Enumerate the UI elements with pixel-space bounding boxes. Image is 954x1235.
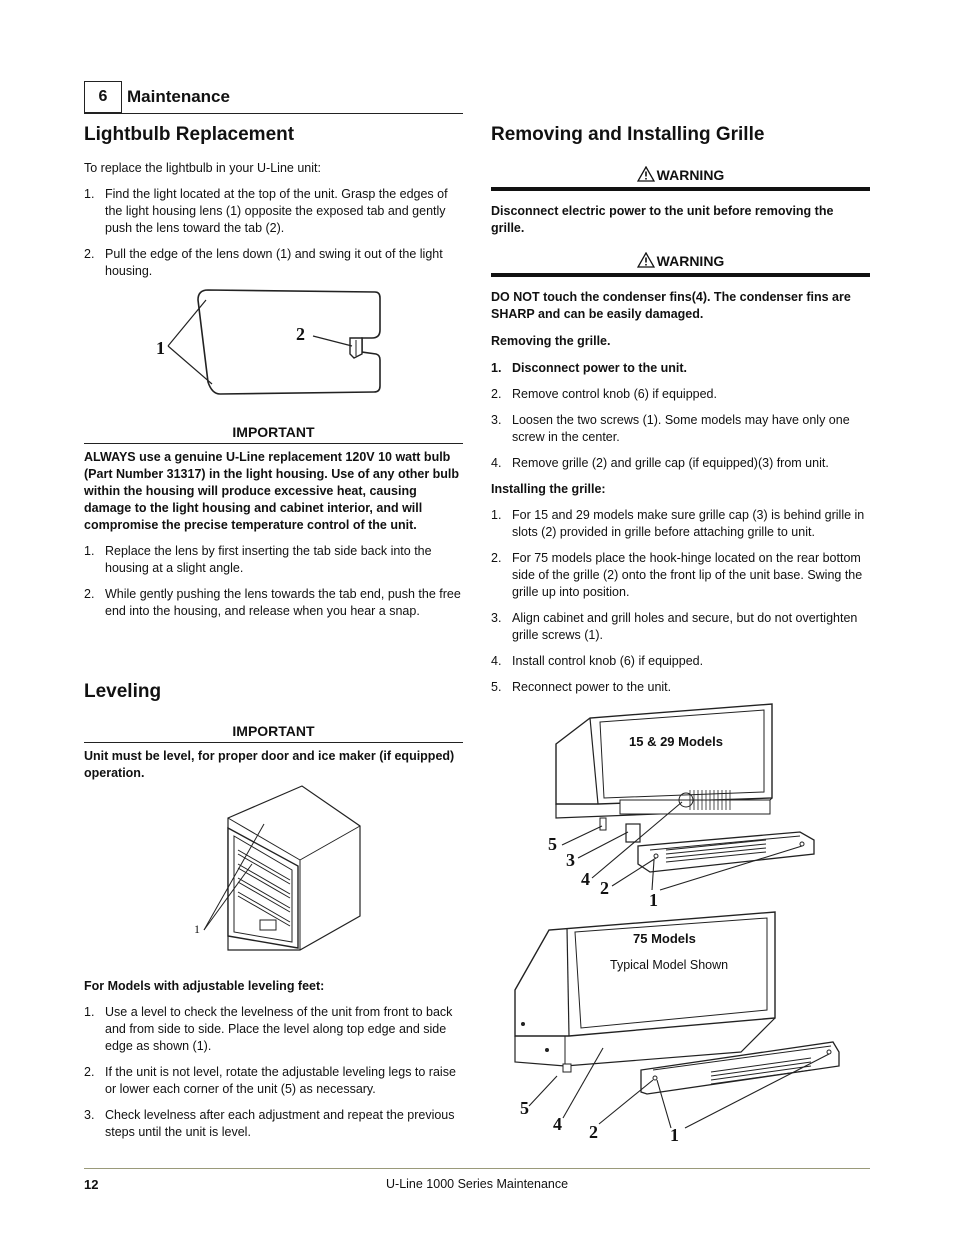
leveling-title: Leveling <box>84 681 162 702</box>
warning-icon <box>637 252 655 268</box>
fig1-label-3: 3 <box>566 850 575 870</box>
lens-label-2: 2 <box>296 324 305 344</box>
leveling-steps-section <box>84 978 463 1150</box>
lens-label-1: 1 <box>156 338 165 358</box>
fig2-label-4: 4 <box>553 1114 562 1134</box>
warning-text-2: DO NOT touch the condenser fins(4). The condenser fins are SHARP and can be easily damaged. <box>491 290 851 321</box>
leveling-important-heading: IMPORTANT <box>84 723 463 743</box>
footer-rule <box>84 1168 870 1169</box>
list-item: 4. Install control knob (6) if equipped. <box>491 654 704 668</box>
important-text: ALWAYS use a genuine U-Line replacement 120V 10 watt bulb (Part Number 31317) in the light housing. Use of any other bulb within the housing will produce excessive heat, causing damage to the light housing and cabinet interior, and will compromise the precise temperature control of the unit. <box>84 450 460 532</box>
list-item: 2. For 75 models place the hook-hinge located on the rear bottom side of the grille (2) onto the front lip of the unit base. Swing the grille up into position. <box>491 551 863 599</box>
leveling-important-text: Unit must be level, for proper door and ice maker (if equipped) operation. <box>84 749 455 780</box>
important-heading: IMPORTANT <box>84 424 463 444</box>
fig1-label-5: 5 <box>548 834 557 854</box>
fig1-label-4: 4 <box>581 869 590 889</box>
installing-heading: Installing the grille: <box>491 482 606 496</box>
lightbulb-title: Lightbulb Replacement <box>84 124 295 145</box>
right-column <box>491 124 870 705</box>
list-item: 2. While gently pushing the lens towards the tab end, push the free end into the housing, and release when you hear a snap. <box>84 587 461 618</box>
fig2-label-5: 5 <box>520 1098 529 1118</box>
chapter-number-box <box>84 81 122 113</box>
list-item: 1. Replace the lens by first inserting the tab side back into the housing at a slight angle. <box>84 544 432 575</box>
fig1-label-1: 1 <box>649 890 658 910</box>
grille-figure-15-29 <box>520 700 820 912</box>
lightbulb-steps <box>84 186 463 280</box>
list-item: 2. Pull the edge of the lens down (1) and swing it out of the light housing. <box>84 247 443 278</box>
page-number: 12 <box>84 1177 99 1192</box>
lightbulb-intro: To replace the lightbulb in your U-Line unit: <box>84 161 321 175</box>
installing-steps <box>491 507 870 696</box>
chapter-title: Maintenance <box>127 87 230 106</box>
leveling-steps <box>84 1004 463 1141</box>
fig1-label-2: 2 <box>600 878 609 898</box>
lens-reinstall-steps <box>84 543 463 620</box>
removing-heading: Removing the grille. <box>491 334 611 348</box>
grille-title: Removing and Installing Grille <box>491 124 765 145</box>
list-item: 3. Align cabinet and grill holes and secure, but do not overtighten grille screws (1). <box>491 611 858 642</box>
left-column <box>84 124 463 289</box>
list-item: 4. Remove grille (2) and grille cap (if equipped)(3) from unit. <box>491 456 829 470</box>
warning-heading-1: WARNING <box>491 166 870 191</box>
fig2-label-1: 1 <box>670 1125 679 1145</box>
chapter-header <box>84 81 463 114</box>
footer-title: U-Line 1000 Series Maintenance <box>386 1177 569 1191</box>
list-item: 1. Use a level to check the levelness of the unit from front to back and from side to side. Place the level along top edge and side edge as shown (1). <box>84 1005 453 1053</box>
cabinet-label-1: 1 <box>194 922 200 936</box>
leveling-section <box>84 681 463 782</box>
warning-heading-2: WARNING <box>491 252 870 277</box>
chapter-number: 6 <box>98 88 108 105</box>
list-item: 2. If the unit is not level, rotate the adjustable leveling legs to raise or lower each corner of the unit (5) as necessary. <box>84 1065 456 1096</box>
list-item: 3. Loosen the two screws (1). Some models may have only one screw in the center. <box>491 413 850 444</box>
leveling-subheading: For Models with adjustable leveling feet: <box>84 979 325 993</box>
removing-steps <box>491 360 870 472</box>
warning-icon <box>637 166 655 182</box>
list-item: 3. Check levelness after each adjustment and repeat the previous steps until the unit is level. <box>84 1108 455 1139</box>
fig2-subcaption: Typical Model Shown <box>610 958 729 972</box>
list-item: 5. Reconnect power to the unit. <box>491 680 672 694</box>
cabinet-figure <box>190 784 366 960</box>
fig2-label-2: 2 <box>589 1122 598 1142</box>
warning-text-1: Disconnect electric power to the unit before removing the grille. <box>491 204 834 235</box>
list-item: 1. Find the light located at the top of the unit. Grasp the edges of the light housing lens (1) opposite the exposed tab and gently push the lens toward the tab (2). <box>84 187 448 235</box>
lens-figure <box>150 286 390 398</box>
fig1-caption: 15 & 29 Models <box>629 734 723 749</box>
list-item: 2. Remove control knob (6) if equipped. <box>491 387 717 401</box>
list-item: 1. For 15 and 29 models make sure grille cap (3) is behind grille in slots (2) provided in grille before attaching grille to unit. <box>491 508 865 539</box>
fig2-caption: 75 Models <box>633 931 696 946</box>
lightbulb-important <box>84 424 463 629</box>
list-item: 1. Disconnect power to the unit. <box>491 361 688 375</box>
